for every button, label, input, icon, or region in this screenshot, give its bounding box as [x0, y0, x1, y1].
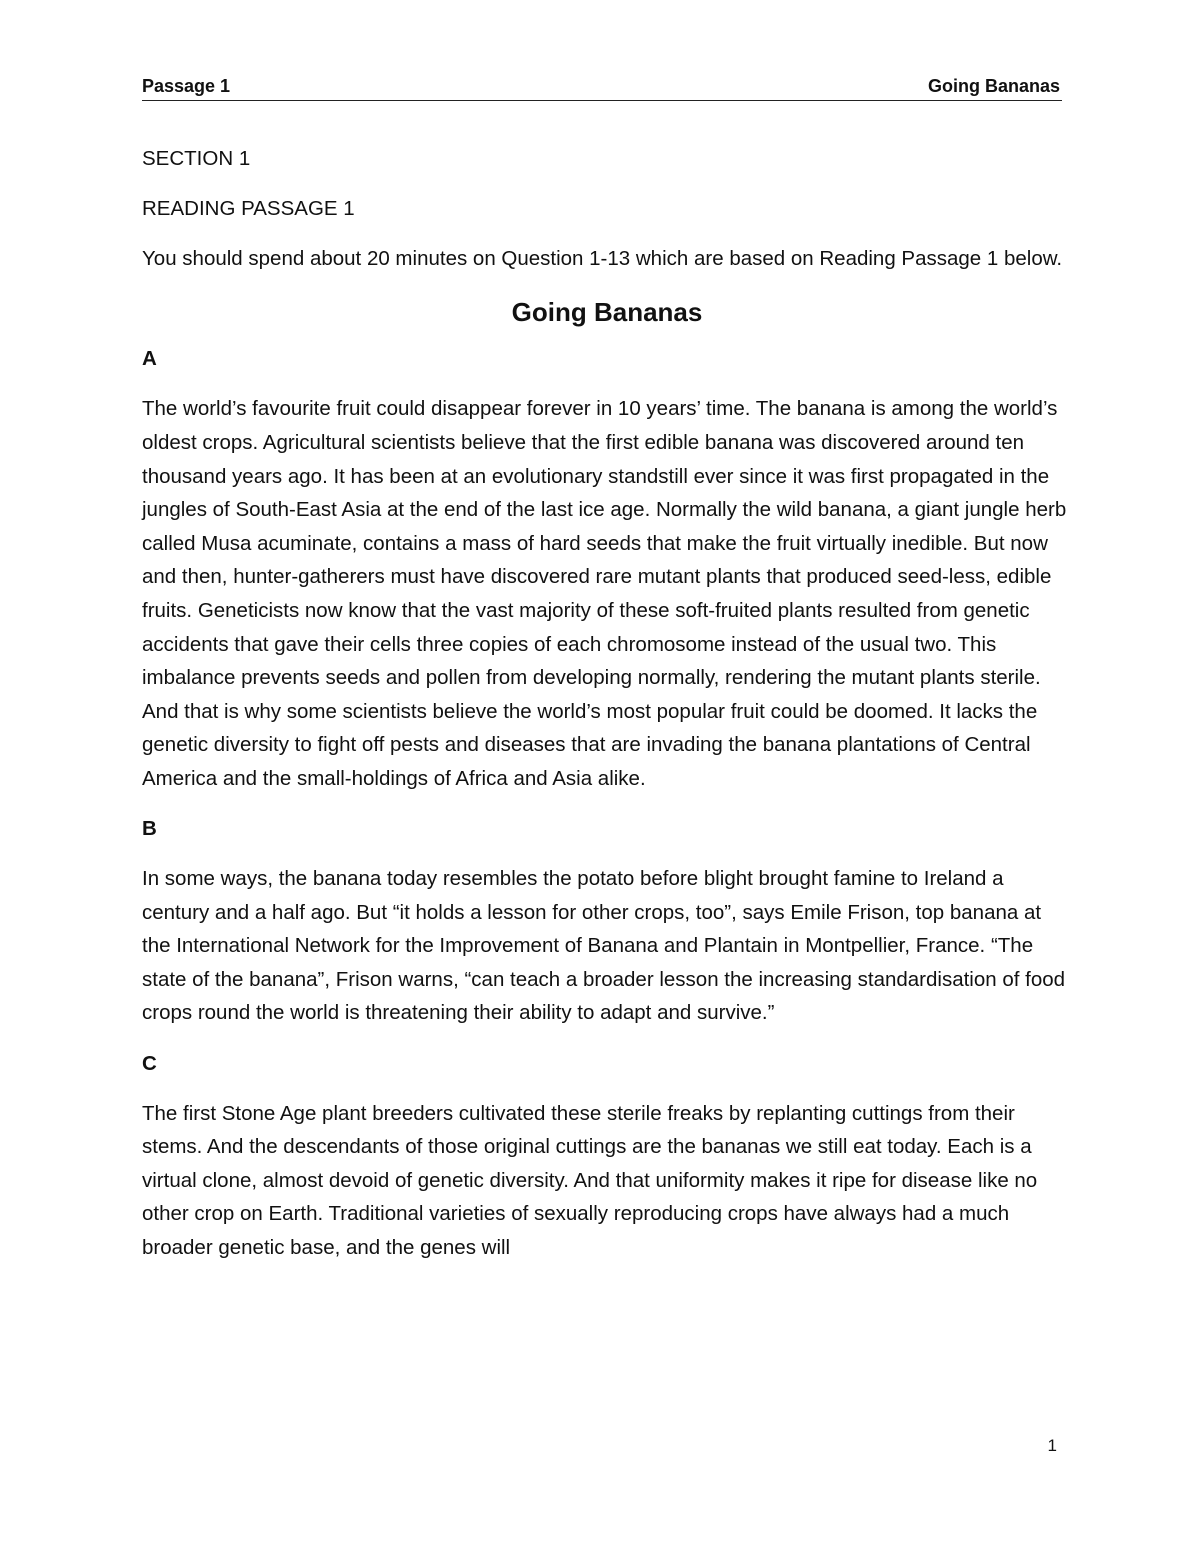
document-body	[142, 142, 1072, 1281]
header-title-label: Going Bananas	[927, 76, 1060, 96]
page-number: 1	[1047, 1436, 1057, 1455]
header-passage-label: Passage 1	[142, 76, 231, 96]
reading-passage-heading: READING PASSAGE 1	[142, 197, 355, 221]
paragraph-letter-b: B	[142, 817, 157, 840]
paragraph-b-text: In some ways, the banana today resembles the potato before blight brought famine to Ireland a century and a half ago. But “it holds a lesson for other crops, too”, says Emile Frison, top banana at the International Network for the Improvement of Banana and Plantain in Montpellier, France. “The state of the banana”, Frison warns, “can teach a broader lesson the increasing standardisation of food crops round the world is threatening their ability to adapt and survive.”	[142, 867, 1066, 1025]
paragraph-letter-c: C	[142, 1051, 157, 1075]
paragraph-a-text: The world’s favourite fruit could disappear forever in 10 years’ time. The banana is among the world’s oldest crops. Agricultural scientists believe that the first edible banana was discovered around ten thousand years ago. It has been at an evolutionary standstill ever since it was first propagated in the jungles of South-East Asia at the end of the last ice age. Normally the wild banana, a giant jungle herb called Musa acuminate, contains a mass of hard seeds that make the fruit virtually inedible. But now and then, hunter-gatherers must have discovered rare mutant plants that produced seed-less, edible fruits. Geneticists now know that the vast majority of these soft-fruited plants resulted from genetic accidents that gave their cells three copies of each chromosome instead of the usual two. This imbalance prevents seeds and pollen from developing normally, rendering the mutant plants sterile. And that is why some scientists believe the world’s most popular fruit could be doomed. It lacks the genetic diversity to fight off pests and diseases that are invading the banana plantations of Central America and the small-holdings of Africa and Asia alike.	[142, 397, 1067, 790]
page-header	[142, 74, 1062, 101]
document-title: Going Bananas	[511, 297, 703, 328]
paragraph-c-text: The first Stone Age plant breeders cultivated these sterile freaks by replanting cuttings from their stems. And the descendants of those original cuttings are the bananas we still eat today. Each is a virtual clone, almost devoid of genetic diversity. And that uniformity makes it ripe for disease like no other crop on Earth. Traditional varieties of sexually reproducing crops have always had a much broader genetic base, and the genes will	[142, 1101, 1038, 1260]
section-heading: SECTION 1	[142, 147, 251, 170]
instruction-text: You should spend about 20 minutes on Question 1-13 which are based on Reading Passage 1 below.	[142, 247, 1063, 271]
paragraph-letter-a: A	[142, 347, 157, 371]
